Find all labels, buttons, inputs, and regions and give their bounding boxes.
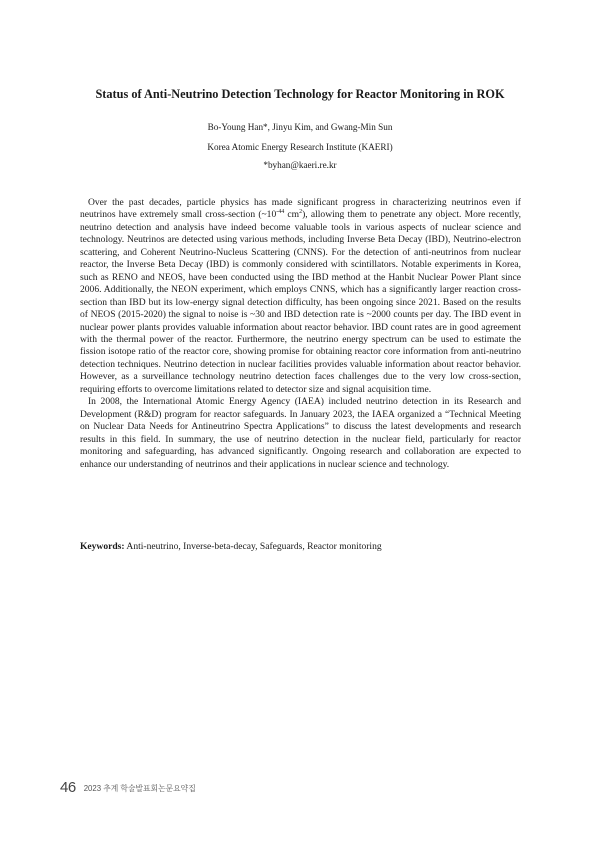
- abstract: [80, 197, 521, 471]
- page-footer: [60, 777, 196, 797]
- paper-title: Status of Anti-Neutrino Detection Technology for Reactor Monitoring in ROK: [95, 87, 505, 101]
- abstract-p1-text-b: cm: [284, 209, 300, 221]
- affiliation: Korea Atomic Energy Research Institute (KAERI): [207, 142, 393, 152]
- exponent: -44: [276, 209, 285, 216]
- abstract-p1-text-c: ), allowing them to penetrate any object. More recently, neutrino detection and analysis have indeed become valuable tools in various aspects of nuclear science and technology. Neutrinos are detected using various methods, including Inverse Beta Decay (IBD), Neutrino-electron scattering, and Coherent Neutrino-Nucleus Scattering (CNNS). For the detection of anti-neutrinos from nuclear reactor, the Inverse Beta Decay (IBD) is commonly considered with scintillators. Notable experiments in Korea, such as RENO and NEOS, have been conducted using the IBD method at the Hanbit Nuclear Power Plant since 2006. Additionally, the NEON experiment, which employs CNNS, which has a significantly larger reaction cross-section than IBD but its low-energy signal detection difficulty, has been ongoing since 2021. Based on the results of NEOS (2015-2020) the signal to noise is ~30 and IBD detection rate is ~2000 counts per day. The IBD event in nuclear power plants provides valuable information about reactor behavior. IBD count rates are in good agreement with the thermal power of the reactor. Furthermore, the neutrino energy spectrum can be used to estimate the fission isotope ratio of the reactor core, showing promise for obtaining reactor core information from anti-neutrino detection techniques. Neutrino detection in nuclear facilities provides valuable information about reactor behavior. However, as a surveillance technology neutrino detection faces challenges due to the very low cross-section, requiring efforts to overcome limitations related to detector size and signal acquisition time.: [80, 209, 521, 395]
- proceedings-title: 2023 추계 학술발표회논문요약집: [83, 783, 196, 793]
- keywords-label: Keywords:: [80, 541, 125, 552]
- abstract-p1-text-a: Over the past decades, particle physics has made significant progress in characterizing neutrinos even if neutrinos have extremely small cross-section (~10: [80, 197, 521, 221]
- author-list: Bo-Young Han*, Jinyu Kim, and Gwang-Min Sun: [207, 122, 393, 132]
- corresponding-email: *byhan@kaeri.re.kr: [263, 160, 337, 170]
- keywords: [80, 541, 521, 553]
- page-number: 46: [60, 778, 76, 796]
- exponent: 2: [299, 209, 303, 216]
- abstract-paragraph-2: In 2008, the International Atomic Energy Agency (IAEA) included neutrino detection in its Research and Development (R&D) program for reactor safeguards. In January 2023, the IAEA organized a “Technical Meeting on Nuclear Data Needs for Antineutrino Spectra Applications” to discuss the latest developments and research results in this field. In summary, the use of neutrino detection in the nuclear field, particularly for reactor monitoring and safeguarding, has advanced significantly. Ongoing research and collaboration are expected to enhance our understanding of neutrinos and their applications in nuclear science and technology.: [80, 396, 521, 470]
- keywords-list: Anti-neutrino, Inverse-beta-decay, Safeguards, Reactor monitoring: [126, 541, 382, 552]
- abstract-paragraph-1: [80, 197, 521, 396]
